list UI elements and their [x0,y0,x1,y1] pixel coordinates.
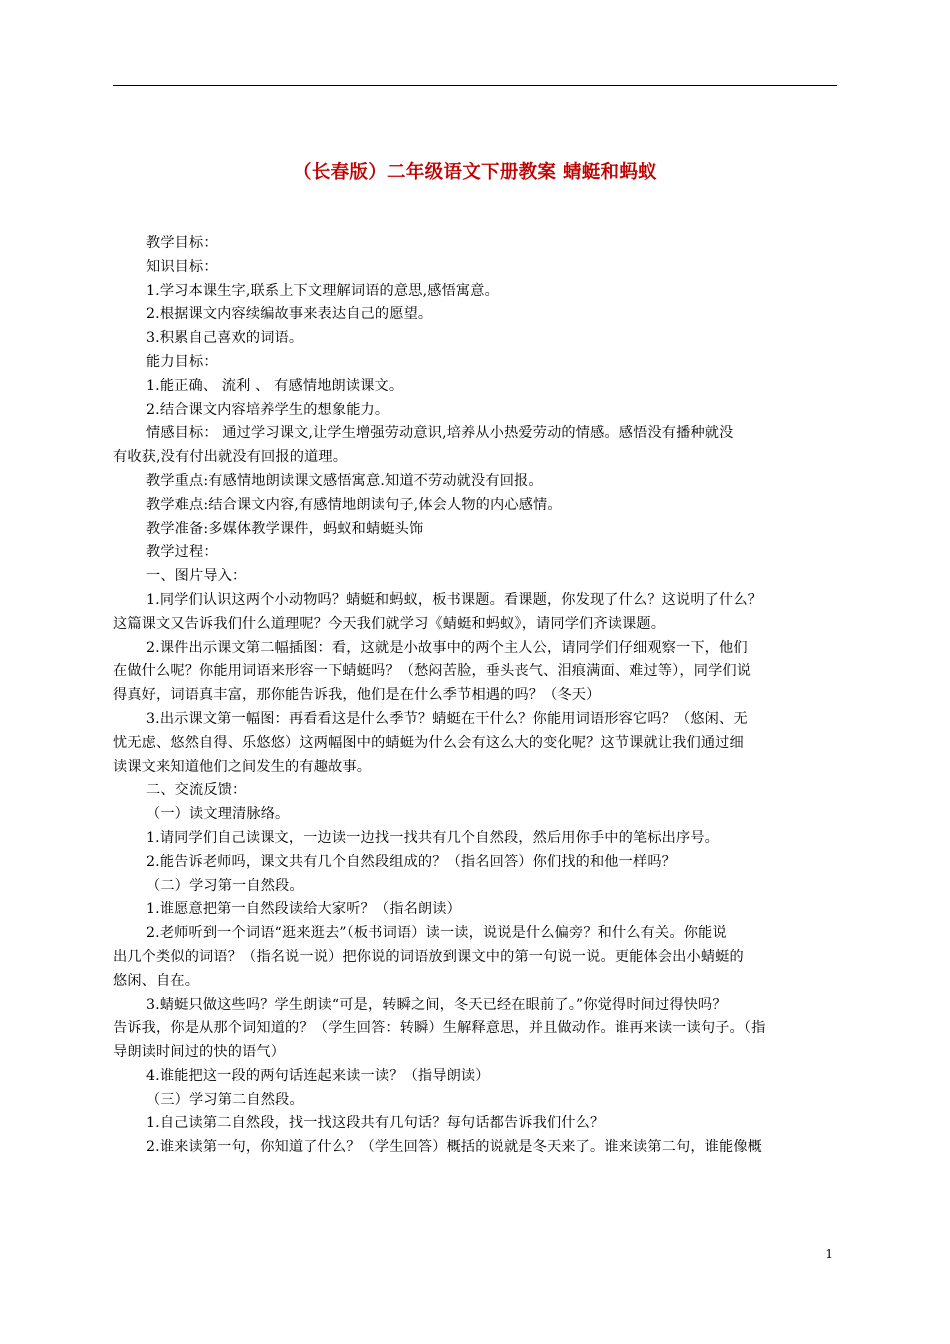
text-line: 3.出示课文第一幅图：再看看这是什么季节？蜻蜓在干什么？你能用词语形容它吗？（悠闲、无 [146,710,748,727]
text-line: 教学准备:多媒体教学课件，蚂蚁和蜻蜓头饰 [146,520,424,537]
text-line: 二、交流反馈： [146,782,247,799]
text-line: 情感目标： 通过学习课文,让学生增强劳动意识,培养从小热爱劳动的情感。感悟没有播种就没 [146,425,734,442]
text-line: 在做什么呢？你能用词语来形容一下蜻蜓吗？（愁闷苦脸，垂头丧气、泪痕满面、难过等），同学们说 [113,663,752,680]
text-line: 2.谁来读第一句，你知道了什么？（学生回答）概括的说就是冬天来了。谁来读第二句，谁能像概 [146,1139,763,1156]
text-line: 这篇课文又告诉我们什么道理呢？今天我们就学习《蜻蜓和蚂蚁》，请同学们齐读课题。 [113,615,666,632]
text-line: 1.同学们认识这两个小动物吗？蜻蜓和蚂蚁，板书课题。看课题，你发现了什么？这说明了什么？ [146,591,763,608]
document-title: （长春版）二年级语文下册教案 蜻蜓和蚂蚁 [293,162,657,183]
text-line: 悠闲、自在。 [113,972,200,989]
page-number: 1 [825,1247,833,1261]
text-line: 教学难点:结合课文内容,有感情地朗读句子,体会人物的内心感情。 [146,496,562,513]
text-line: 1.能正确、 流利 、 有感情地朗读课文。 [146,377,404,394]
text-line: （二）学习第一自然段。 [146,877,304,894]
text-line: 2.能告诉老师吗，课文共有几个自然段组成的？（指名回答）你们找的和他一样吗？ [146,853,676,870]
text-line: 1.自己读第二自然段，找一找这段共有几句话？每句话都告诉我们什么？ [146,1115,605,1132]
text-line: 2.结合课文内容培养学生的想象能力。 [146,401,390,418]
text-line: 2.根据课文内容续编故事来表达自己的愿望。 [146,306,433,323]
text-line: 1.请同学们自己读课文，一边读一边找一找共有几个自然段，然后用你手中的笔标出序号。 [146,829,720,846]
text-line: （三）学习第二自然段。 [146,1091,304,1108]
text-line: 告诉我，你是从那个词知道的？（学生回答：转瞬）生解释意思，并且做动作。谁再来读一读句子。（指 [113,1020,766,1037]
text-line: 出几个类似的词语？（指名说一说）把你说的词语放到课文中的第一句说一说。更能体会出小蜻蜓的 [113,948,744,965]
text-line: 教学过程： [146,544,218,561]
text-line: 教学重点:有感情地朗读课文感悟寓意.知道不劳动就没有回报。 [146,472,543,489]
document-body [113,232,841,1160]
header-rule [113,85,837,86]
text-line: 有收获,没有付出就没有回报的道理。 [113,449,348,466]
text-line: 忧无虑、悠然自得、乐悠悠）这两幅图中的蜻蜓为什么会有这么大的变化呢？这节课就让我们通过细 [113,734,744,751]
text-line: 得真好，词语真丰富，那你能告诉我，他们是在什么季节相遇的吗？（冬天） [113,687,601,704]
text-line: 读课文来知道他们之间发生的有趣故事。 [113,758,372,775]
text-line: 1.谁愿意把第一自然段读给大家听？（指名朗读） [146,901,461,918]
text-line: 3.积累自己喜欢的词语。 [146,330,304,347]
text-line: 教学目标： [146,235,218,251]
text-line: 4.谁能把这一段的两句话连起来读一读？（指导朗读） [146,1067,490,1084]
text-line: 2.老师听到一个词语“逛来逛去”（板书词语）读一读，说说是什么偏旁？和什么有关。你能说 [146,925,727,942]
text-line: （一）读文理清脉络。 [146,806,290,823]
text-line: 2.课件出示课文第二幅插图：看，这就是小故事中的两个主人公，请同学们仔细观察一下，他们 [146,639,748,656]
text-line: 3.蜻蜓只做这些吗？学生朗读“可是，转瞬之间，冬天已经在眼前了。”你觉得时间过得快吗？ [146,996,727,1013]
text-line: 1.学习本课生字,联系上下文理解词语的意思,感悟寓意。 [146,282,499,299]
text-line: 能力目标： [146,353,218,370]
text-line: 知识目标： [146,258,218,275]
text-line: 导朗读时间过的快的语气） [113,1044,286,1061]
text-line: 一、图片导入： [146,568,247,585]
